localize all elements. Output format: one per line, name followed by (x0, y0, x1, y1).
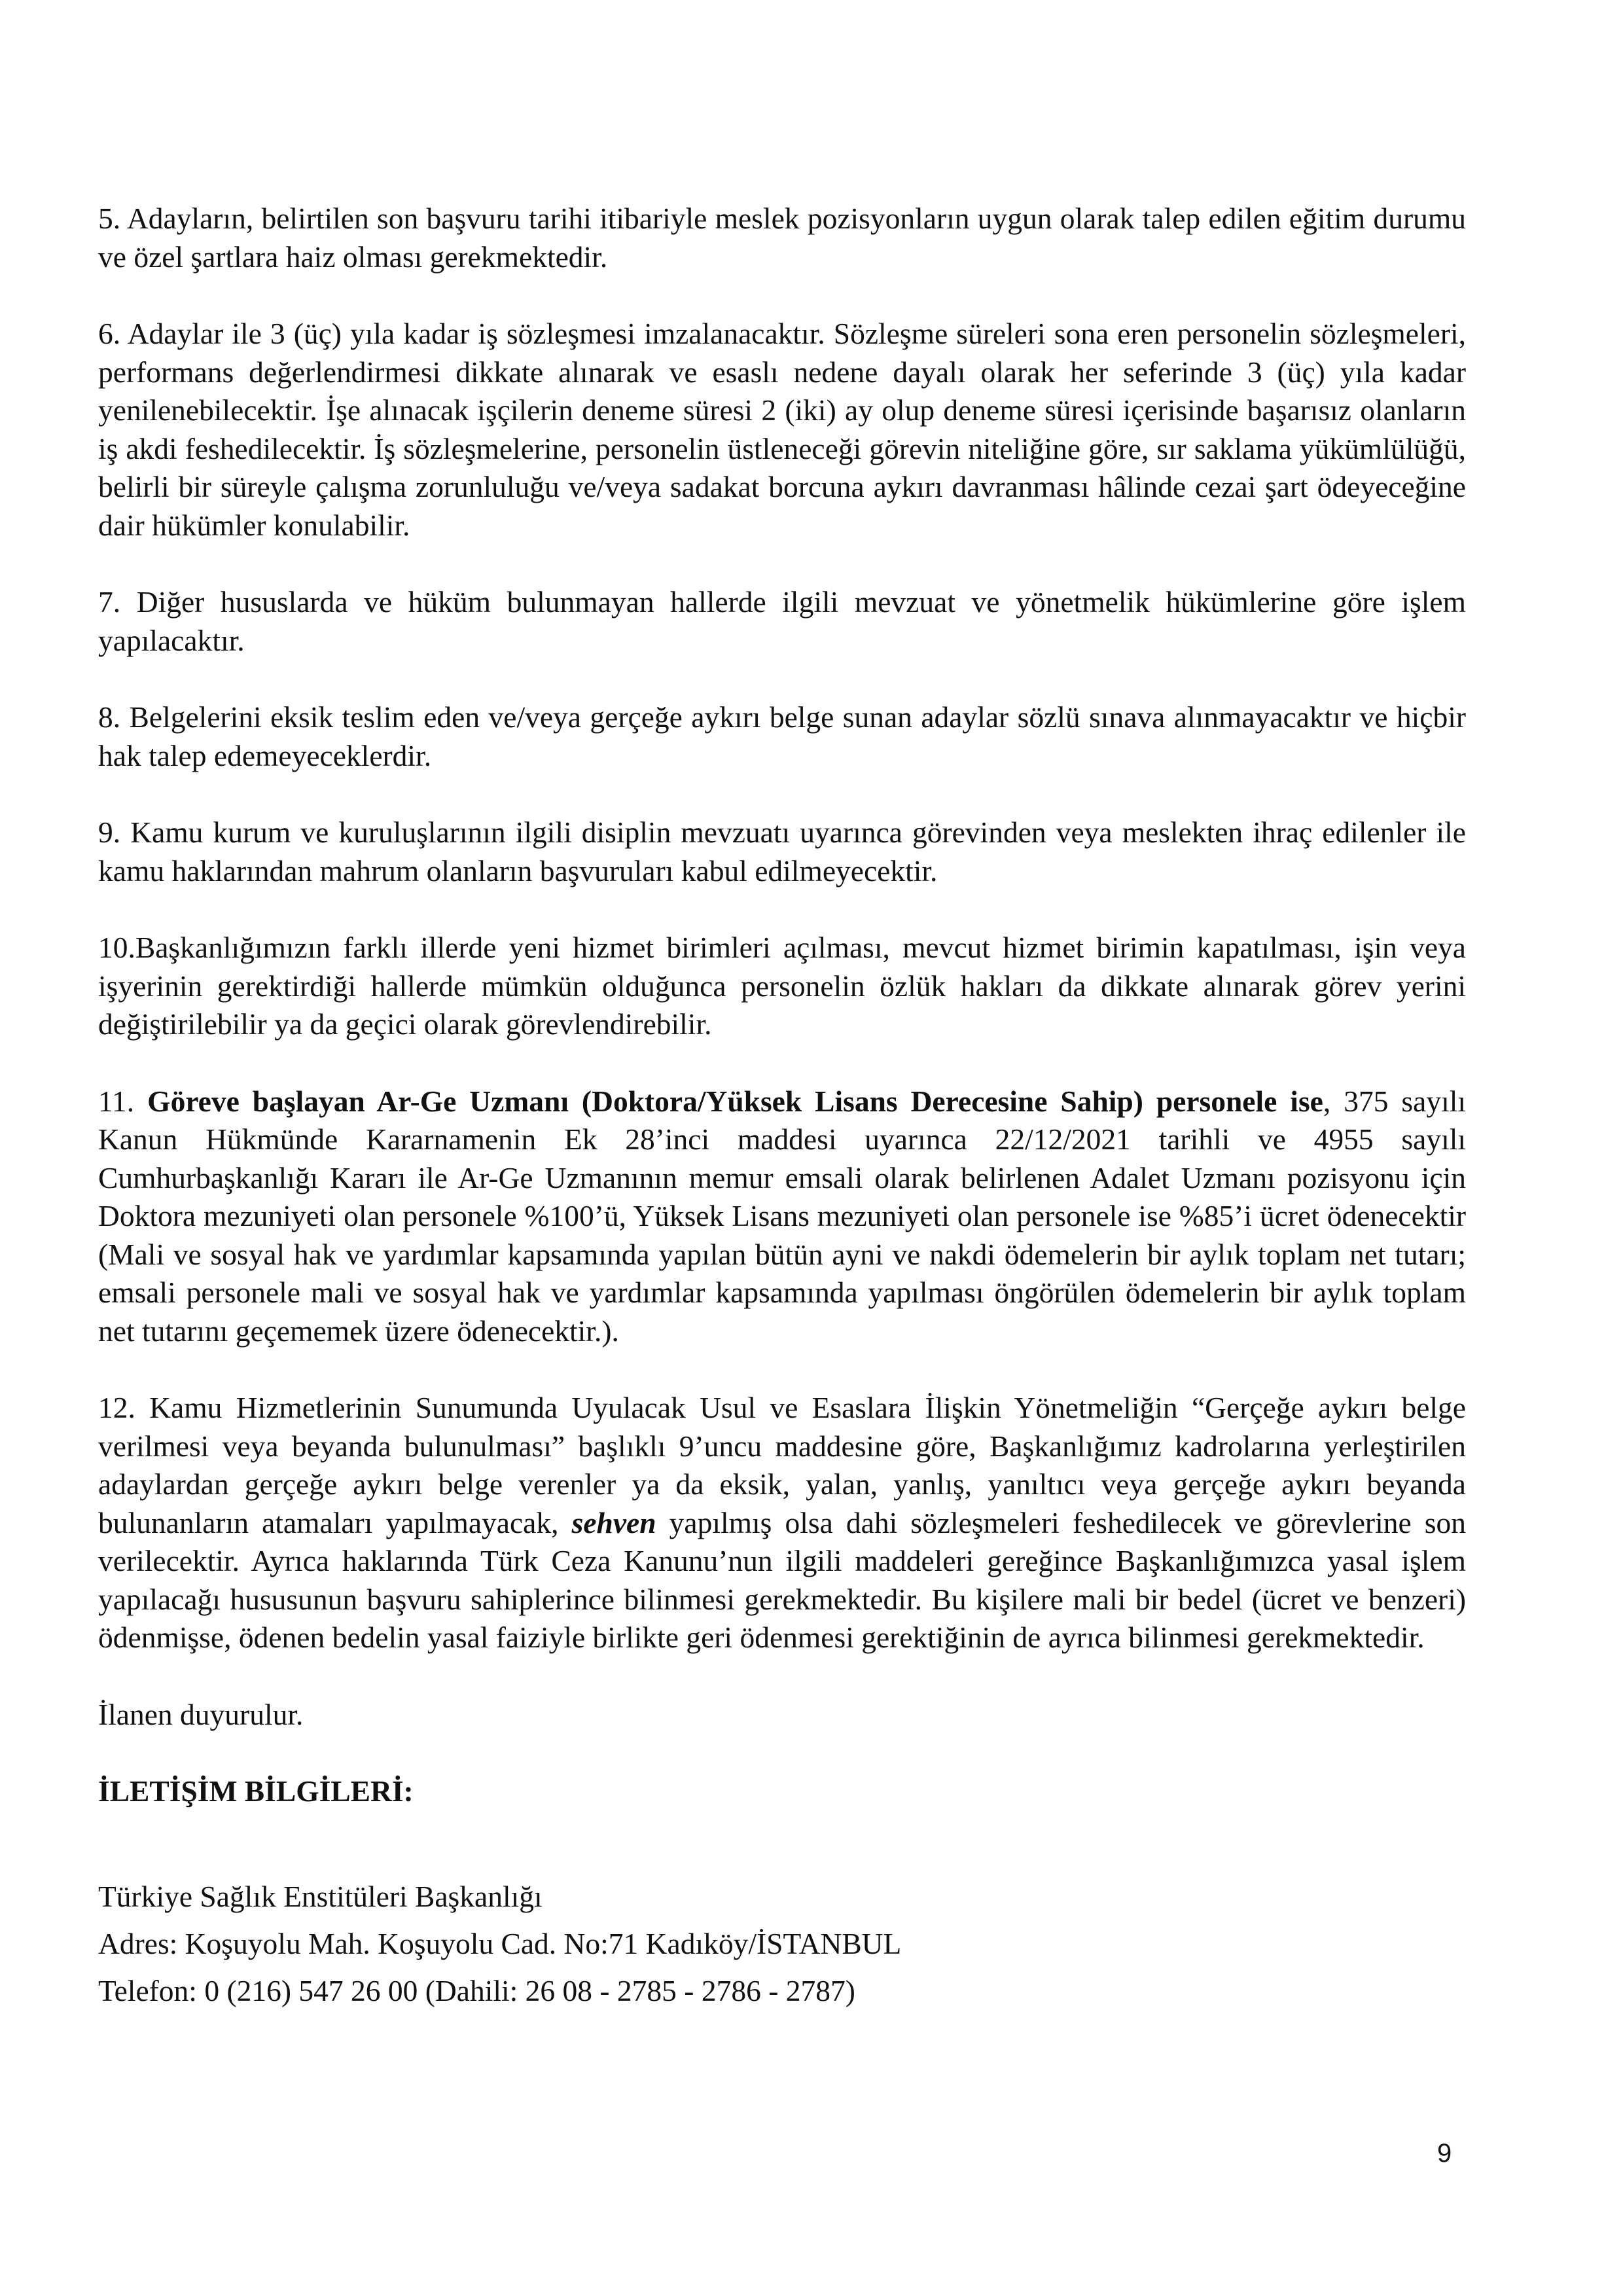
paragraph-12 (98, 1389, 1466, 1657)
paragraph-7: 7. Diğer hususlarda ve hüküm bulunmayan hallerde ilgili mevzuat ve yönetmelik hükümlerine göre işlem yapılacaktır. (98, 585, 1466, 657)
page-number: 9 (1437, 2139, 1452, 2168)
announcement: İlanen duyurulur. (98, 1697, 304, 1731)
paragraph-6: 6. Adaylar ile 3 (üç) yıla kadar iş sözleşmesi imzalanacaktır. Sözleşme süreleri sona eren personelin sözleşmeleri, performans değerlendirmesi dikkate alınarak ve esaslı nedene dayalı olarak her seferinde 3 (üç) yıla kadar yenilenebilecektir. İşe alınacak işçilerin deneme süresi 2 (iki) ay olup deneme süresi içerisinde başarısız olanların iş akdi feshedilecektir. İş sözleşmelerine, personelin üstleneceği görevin niteliğine göre, sır saklama yükümlülüğü, belirli bir süreyle çalışma zorunluluğu ve/veya sadakat borcuna aykırı davranması hâlinde cezai şart ödeyeceğine dair hükümler konulabilir. (98, 317, 1466, 542)
paragraph-9: 9. Kamu kurum ve kuruluşlarının ilgili disiplin mevzuatı uyarınca görevinden veya meslekten ihraç edilenler ile kamu haklarından mahrum olanların başvuruları kabul edilmeyecektir. (98, 816, 1466, 888)
contact-block (98, 1873, 1466, 2015)
paragraph-12-before: 12. Kamu Hizmetlerinin Sunumunda Uyulacak Usul ve Esaslara İlişkin Yönetmeliğin “Gerçeğe aykırı belge verilmesi veya beyanda bulunulması” başlıklı 9’uncu maddesine göre, Başkanlığımız kadrolarına yerleştirilen adaylardan gerçeğe aykırı belge verenler ya da eksik, yalan, yanlış, yanıltıcı veya gerçeğe aykırı beyanda bulunanların atamaları yapılmayacak, (98, 1391, 1466, 1539)
contact-phone: Telefon: 0 (216) 547 26 00 (Dahili: 26 08 - 2785 - 2786 - 2787) (98, 1973, 855, 2007)
contact-heading: İLETİŞİM BİLGİLERİ: (98, 1774, 414, 1808)
paragraph-11 (98, 1083, 1466, 1351)
paragraph-12-emphasis: sehven (571, 1505, 656, 1539)
document-page (98, 200, 1466, 2015)
contact-organization: Türkiye Sağlık Enstitüleri Başkanlığı (98, 1879, 543, 1913)
paragraph-8: 8. Belgelerini eksik teslim eden ve/veya gerçeğe aykırı belge sunan adaylar sözlü sınava alınmayacaktır ve hiçbir hak talep edemeyeceklerdir. (98, 700, 1466, 772)
paragraph-5: 5. Adayların, belirtilen son başvuru tarihi itibariyle meslek pozisyonların uygun olarak talep edilen eğitim durumu ve özel şartlara haiz olması gerekmektedir. (98, 202, 1466, 274)
paragraph-11-prefix: 11. (98, 1084, 148, 1118)
paragraph-10: 10.Başkanlığımızın farklı illerde yeni hizmet birimleri açılması, mevcut hizmet birimin kapatılması, işin veya işyerinin gerektirdiği hallerde mümkün olduğunca personelin özlük hakları da dikkate alınarak görev yerini değiştirilebilir ya da geçici olarak görevlendirebilir. (98, 931, 1466, 1041)
contact-address: Adres: Koşuyolu Mah. Koşuyolu Cad. No:71 Kadıköy/İSTANBUL (98, 1926, 902, 1960)
paragraph-11-bold-lead: Göreve başlayan Ar-Ge Uzmanı (Doktora/Yüksek Lisans Derecesine Sahip) personele ise (147, 1084, 1323, 1118)
paragraph-12-after: yapılmış olsa dahi sözleşmeleri feshedilecek ve görevlerine son verilecektir. Ayrıca haklarında Türk Ceza Kanunu’nun ilgili maddeleri gereğince Başkanlığımızca yasal işlem yapılacağı hususunun başvuru sahiplerince bilinmesi gerekmektedir. Bu kişilere mali bir bedel (ücret ve benzeri) ödenmişse, ödenen bedelin yasal faiziyle birlikte geri ödenmesi gerektiğinin de ayrıca bilinmesi gerekmektedir. (98, 1505, 1466, 1654)
paragraph-11-rest: , 375 sayılı Kanun Hükmünde Kararnamenin Ek 28’inci maddesi uyarınca 22/12/2021 tarihli ve 4955 sayılı Cumhurbaşkanlığı Kararı ile Ar-Ge Uzmanının memur emsali olarak belirlenen Adalet Uzmanı pozisyonu için Doktora mezuniyeti olan personele %100’ü, Yüksek Lisans mezuniyeti olan personele ise %85’i ücret ödenecektir (Mali ve sosyal hak ve yardımlar kapsamında yapılan bütün ayni ve nakdi ödemelerin bir aylık toplam net tutarı; emsali personele mali ve sosyal hak ve yardımlar kapsamında yapılması öngörülen ödemelerin bir aylık toplam net tutarını geçememek üzere ödenecektir.). (98, 1084, 1466, 1348)
